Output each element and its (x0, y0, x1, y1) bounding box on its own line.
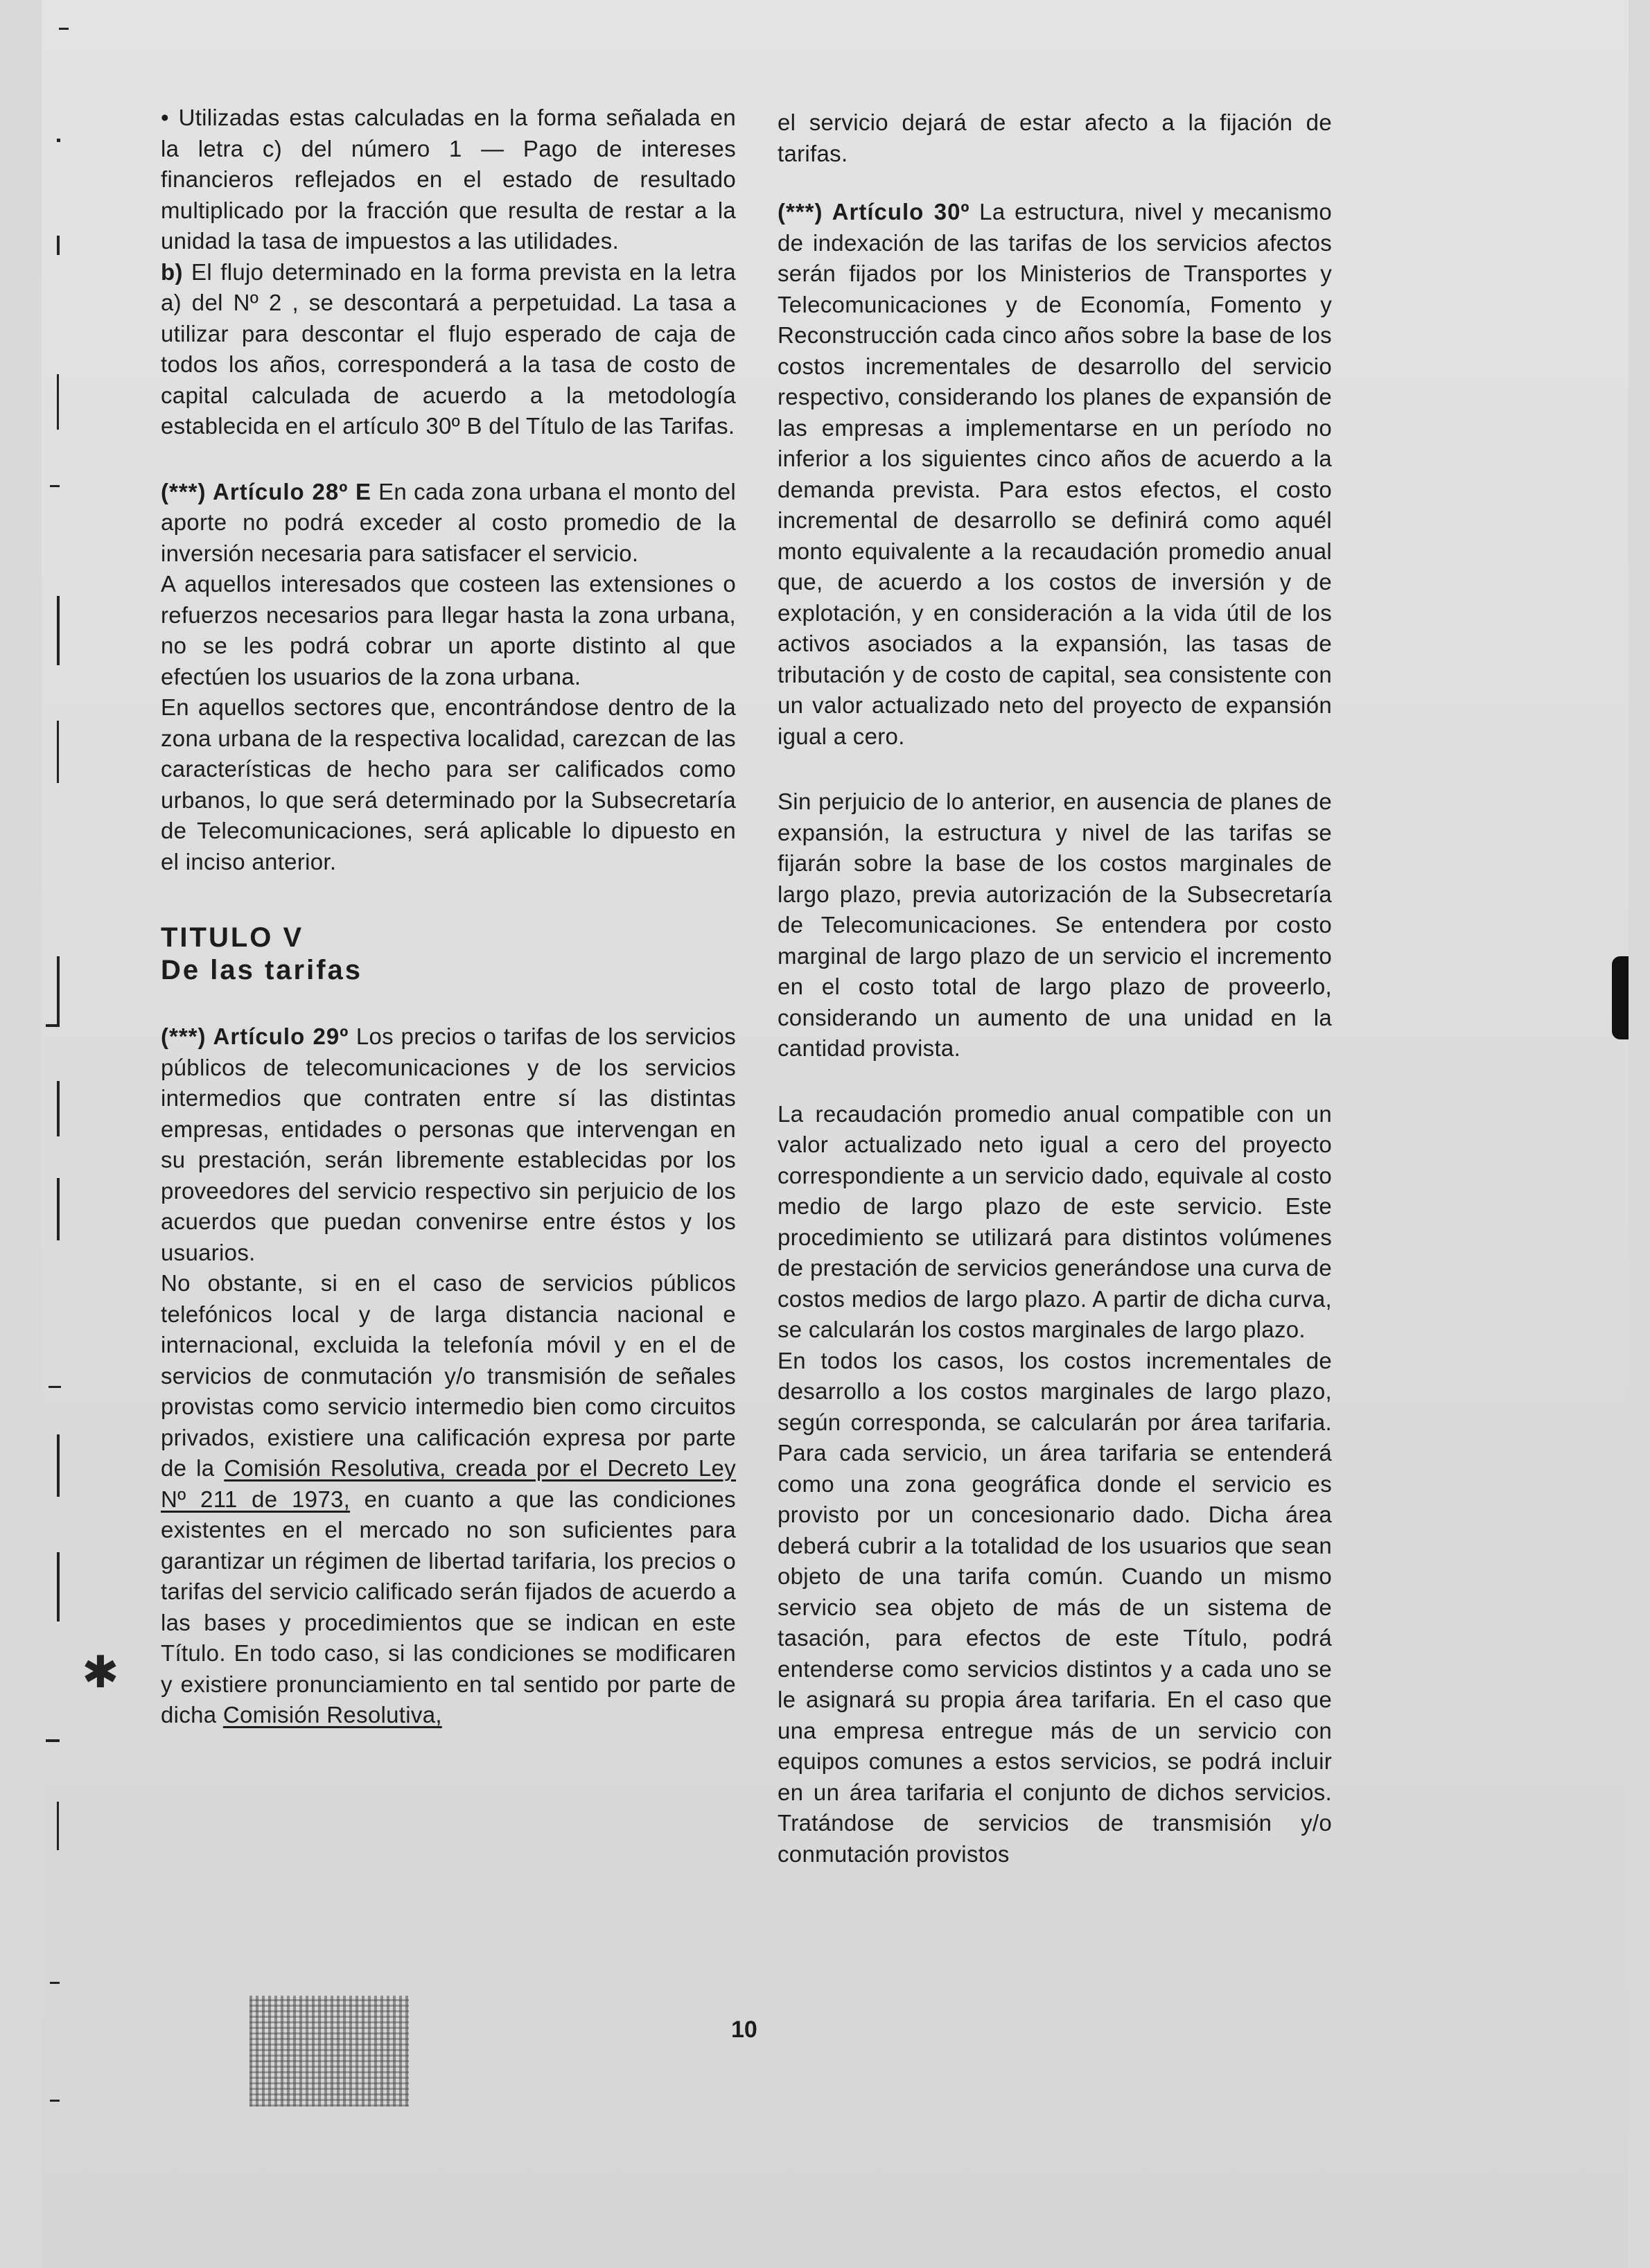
scanned-page (42, 0, 1629, 2268)
article-29-heading: (***) Artículo 29º (161, 1023, 349, 1049)
right-column (778, 107, 1332, 1870)
margin-mark (57, 1552, 60, 1621)
margin-mark (57, 1802, 59, 1850)
scan-stamp-pattern (249, 1996, 409, 2107)
margin-mark (50, 1982, 60, 1984)
section-title-line-1: TITULO V (161, 922, 304, 953)
margin-mark (57, 236, 60, 255)
article-30-text: La estructura, nivel y mecanismo de indexación de las tarifas de los servicios afectos serán fijados por los Ministerios de Transportes y Telecomunicaciones y de Economía, Fomento y Reconstrucción cada cinco años sobre la base de los costos incrementales de desarrollo del servicio respectivo, considerando los planes de expansión de las empresas a implementarse en un período no inferior a los siguientes cinco años de acuerdo a la demanda prevista. Para estos efectos, el costo incremental de desarrollo se definirá como aquél monto equivalente a la recaudación promedio anual que, de acuerdo a los costos de inversión y de explotación, y en consideración a la vida útil de los activos asociados a la expansión, las tasas de tributación y de costo de capital, sea consistente con un valor actualizado neto del proyecto de expansión igual a cero. (778, 199, 1333, 749)
article-29-text: Los precios o tarifas de los servicios públicos de telecomunicaciones y de los servicios intermedios que contraten entre sí las distintas empresas, entidades o personas que intervengan en su prestación, serán libremente establecidas por los proveedores del servicio respectivo sin perjuicio de los acuerdos que puedan convenirse entre éstos y los usuarios. (161, 1023, 737, 1265)
paragraph-recaudacion: La recaudación promedio anual compatible con un valor actualizado neto igual a cero del proyecto correspondiente a un servicio dado, equivale al costo medio de largo plazo de este servicio. Este procedimiento se utilizará para distintos volúmenes de prestación de servicios generándose una curva de costos medios de largo plazo. A partir de dicha curva, se calcularán los costos marginales de largo plazo. (778, 1100, 1332, 1342)
margin-mark (50, 485, 60, 487)
item-label-b: b) (161, 258, 183, 285)
paragraph-b (161, 257, 736, 442)
margin-mark (57, 956, 60, 1026)
margin-mark (57, 1434, 60, 1497)
article-29 (161, 1021, 736, 1268)
section-title (161, 922, 736, 987)
asterisk-margin-mark: ✱ (82, 1647, 119, 1697)
article-28e-text: En cada zona urbana el monto del aporte no podrá exceder al costo promedio de la inversión necesaria para satisfacer el servicio. (161, 478, 736, 566)
article-28e (161, 477, 736, 570)
margin-mark (57, 596, 60, 665)
margin-mark (50, 2100, 60, 2102)
paragraph-sin-perjuicio: Sin perjuicio de lo anterior, en ausencia de planes de expansión, la estructura y nivel de las tarifas se fijarán sobre la base de los costos marginales de largo plazo, previa autorización de la Subsecretaría de Telecomunicaciones. Se entendera por costo marginal de largo plazo de un servicio el incremento en el costo total de largo plazo de proveerlo, considerando un aumento de una unidad en la cantidad provista. (778, 789, 1332, 1061)
underlined-comision-decreto: Comisión Resolutiva, creada por el Decreto Ley Nº 211 de 1973, (161, 1455, 737, 1512)
paragraph-utilidades: • Utilizadas estas calculadas en la forma señalada en la letra c) del número 1 — Pago de intereses financieros reflejados en el estado de resultado multiplicado por la fracción que resulta de restar a la unidad la tasa de impuestos a las utilidades. (161, 105, 736, 254)
margin-mark (57, 139, 60, 142)
paragraph-todos-los-casos: En todos los casos, los costos incrementales de desarrollo a los costos marginales de largo plazo, según corresponda, se calcularán por área tarifaria. Para cada servicio, un área tarifaria se entenderá como una zona geográfica donde el servicio es provisto por un concesionario dado. Dicha área deberá cubrir a la totalidad de los usuarios que sean objeto de una tarifa común. Cuando un mismo servicio sea objeto de más de un sistema de tasación, para efectos de este Título, podrá entenderse como servicios distintos y a cada uno se le asignará su propia área tarifaria. En el caso que una empresa entregue más de un servicio con equipos comunes a estos servicios, se podrá incluir en un área tarifaria el conjunto de dichos servicios. Tratándose de servicios de transmisión y/o conmutación provistos (778, 1347, 1332, 1867)
article-29-paragraph-2 (161, 1268, 736, 1731)
margin-mark (49, 1386, 61, 1388)
margin-mark (57, 374, 59, 430)
article-29-paragraph-2-b: en cuanto a que las condiciones existentes en el mercado no son suficientes para garantizar un régimen de libertad tarifaria, los precios o tarifas del servicio calificado serán fijados de acuerdo a las bases y procedimientos que se indican en este Título. En todo caso, si las condiciones se modificaren y existiere pronunciamiento en tal sentido por parte de dicha (161, 1486, 736, 1728)
article-28e-paragraph-3: En aquellos sectores que, encontrándose dentro de la zona urbana de la respectiva localidad, carezcan de las características de hecho para ser calificados como urbanos, lo que será determinado por la Subsecretaría de Telecomunicaciones, será aplicable lo dipuesto en el inciso anterior. (161, 694, 736, 874)
article-28e-paragraph-2: A aquellos interesados que costeen las extensiones o refuerzos necesarios para llegar hasta la zona urbana, no se les podrá cobrar un aporte distinto al que efectúen los usuarios de la zona urbana. (161, 571, 736, 689)
margin-mark (57, 721, 59, 783)
left-column (161, 103, 736, 1731)
article-28e-heading: (***) Artículo 28º E (161, 478, 372, 504)
margin-mark (57, 1178, 60, 1240)
margin-mark (57, 1081, 60, 1136)
page-edge-shadow (1612, 956, 1629, 1039)
article-30-heading: (***) Artículo 30º (778, 199, 970, 225)
paragraph-b-text: El flujo determinado en la forma prevista en la letra a) del Nº 2 , se descontará a perpetuidad. La tasa a utilizar para descontar el flujo esperado de caja de todos los años, corresponderá a la tasa de costo de capital calculada de acuerdo a la metodología establecida en el artículo 30º B del Título de las Tarifas. (161, 258, 736, 439)
article-30 (778, 197, 1332, 752)
margin-mark (59, 28, 69, 30)
section-title-line-2: De las tarifas (161, 955, 363, 985)
paragraph-continuation: el servicio dejará de estar afecto a la fijación de tarifas. (778, 109, 1332, 166)
page-number: 10 (731, 2016, 757, 2043)
margin-mark (46, 1739, 60, 1742)
margin-mark (46, 1024, 60, 1027)
underlined-comision: Comisión Resolutiva, (222, 1702, 442, 1728)
article-29-paragraph-2-a: No obstante, si en el caso de servicios públicos telefónicos local y de larga distancia nacional e internacional, excluida la telefonía móvil y en el de servicios de conmutación y/o transmisión de señales provistas como servicio intermedio bien como circuitos privados, existiere una calificación expresa por parte de la (161, 1270, 736, 1481)
